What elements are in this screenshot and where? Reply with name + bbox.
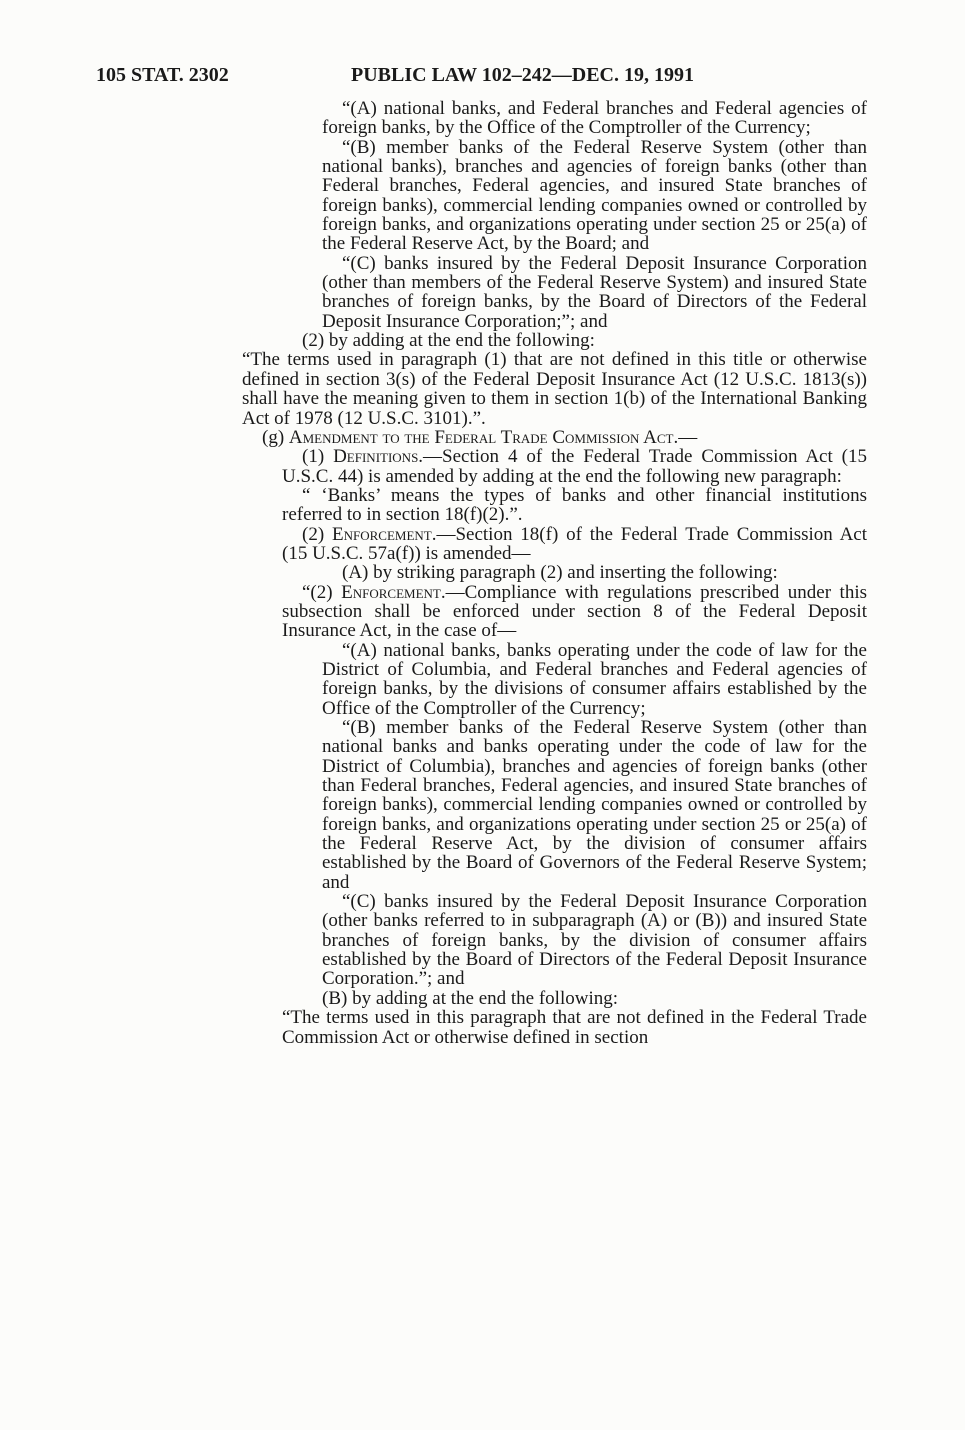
paragraph-terms-definition: “The terms used in paragraph (1) that are not defined in this title or otherwise defined in section 3(s) of the Federal Deposit Insurance Act (12 U.S.C. 1813(s)) shall have the meaning given to them in section 1(b) of the International Banking Act of 1978 (12 U.S.C. 3101).”. xyxy=(242,349,867,429)
section-heading: Enforcement. xyxy=(331,523,437,545)
page-header xyxy=(96,64,876,88)
section-heading: Enforcement. xyxy=(341,581,446,603)
document-body xyxy=(0,99,965,1047)
paragraph-2-enforcement-compliance: “(2) Enforcement.—Compliance with regulations prescribed under this subsection shall be enforced under section 8 of the Federal Deposit Insurance Act, in the case of— xyxy=(282,581,867,642)
paragraph-1-c-fdic: “(C) banks insured by the Federal Deposit Insurance Corporation (other than members of the Federal Reserve System) and insured State branches of foreign banks, by the Board of Directors of the Federal Deposit Insurance Corporation;”; and xyxy=(322,252,867,332)
public-law-citation: PUBLIC LAW 102–242—DEC. 19, 1991 xyxy=(351,64,694,86)
paragraph-2-c-insured-banks: “(C) banks insured by the Federal Deposit Insurance Corporation (other banks referred to in subparagraph (A) or (B)) and insured State branches of foreign banks, by the division of consumer affairs established by the Board of Directors of the Federal Deposit Insurance Corporation.”; and xyxy=(322,891,867,990)
subsection-g-heading: (g) Amendment to the Federal Trade Commission Act.— xyxy=(262,426,698,448)
paragraph-banks-definition: “ ‘Banks’ means the types of banks and other financial institutions referred to in section 18(f)(2).”. xyxy=(282,484,867,526)
section-heading: Definitions. xyxy=(333,446,424,468)
paragraph-b-adding: (B) by adding at the end the following: xyxy=(322,987,619,1009)
paragraph-a-striking: (A) by striking paragraph (2) and inserting the following: xyxy=(342,562,778,584)
section-heading: Amendment to the Federal Trade Commission Act. xyxy=(288,426,679,448)
paragraph-1-b-board: “(B) member banks of the Federal Reserve System (other than national banks), branches and agencies of foreign banks (other than Federal branches, Federal agencies, and insured State branches of foreign banks), commercial lending companies owned or controlled by foreign banks, and organizations operating under section 25 or 25(a) of the Federal Reserve Act, by the Board; and xyxy=(322,136,867,255)
paragraph-terms-ftc: “The terms used in this paragraph that are not defined in the Federal Trade Commission Act or otherwise defined in section xyxy=(282,1007,867,1048)
paragraph-2-a-national-banks: “(A) national banks, banks operating under the code of law for the District of Columbia, and Federal branches and Federal agencies of foreign banks, by the divisions of consumer affairs established by the Office of the Comptroller of the Currency; xyxy=(322,639,867,719)
paragraph-2-b-member-banks: “(B) member banks of the Federal Reserve System (other than national banks and banks operating under the code of law for the District of Columbia), branches and agencies of foreign banks (other than Federal branches, Federal agencies, and insured State branches of foreign banks), commercial lending companies owned or controlled by foreign banks, and organizations operating under section 25 or 25(a) of the Federal Reserve Act, by the division of consumer affairs established by the Board of Governors of the Federal Reserve System; and xyxy=(322,717,867,893)
paragraph-1-a-comptroller: “(A) national banks, and Federal branches and Federal agencies of foreign banks, by the Office of the Comptroller of the Currency; xyxy=(322,98,867,139)
paragraph-g2-enforcement: (2) Enforcement.—Section 18(f) of the Federal Trade Commission Act (15 U.S.C. 57a(f)) is amended— xyxy=(282,523,867,564)
paragraph-g1-definitions: (1) Definitions.—Section 4 of the Federal Trade Commission Act (15 U.S.C. 44) is amended by adding at the end the following new paragraph: xyxy=(282,446,867,487)
paragraph-2-adding: (2) by adding at the end the following: xyxy=(302,330,595,352)
stat-page-number: 105 STAT. 2302 xyxy=(96,64,229,86)
